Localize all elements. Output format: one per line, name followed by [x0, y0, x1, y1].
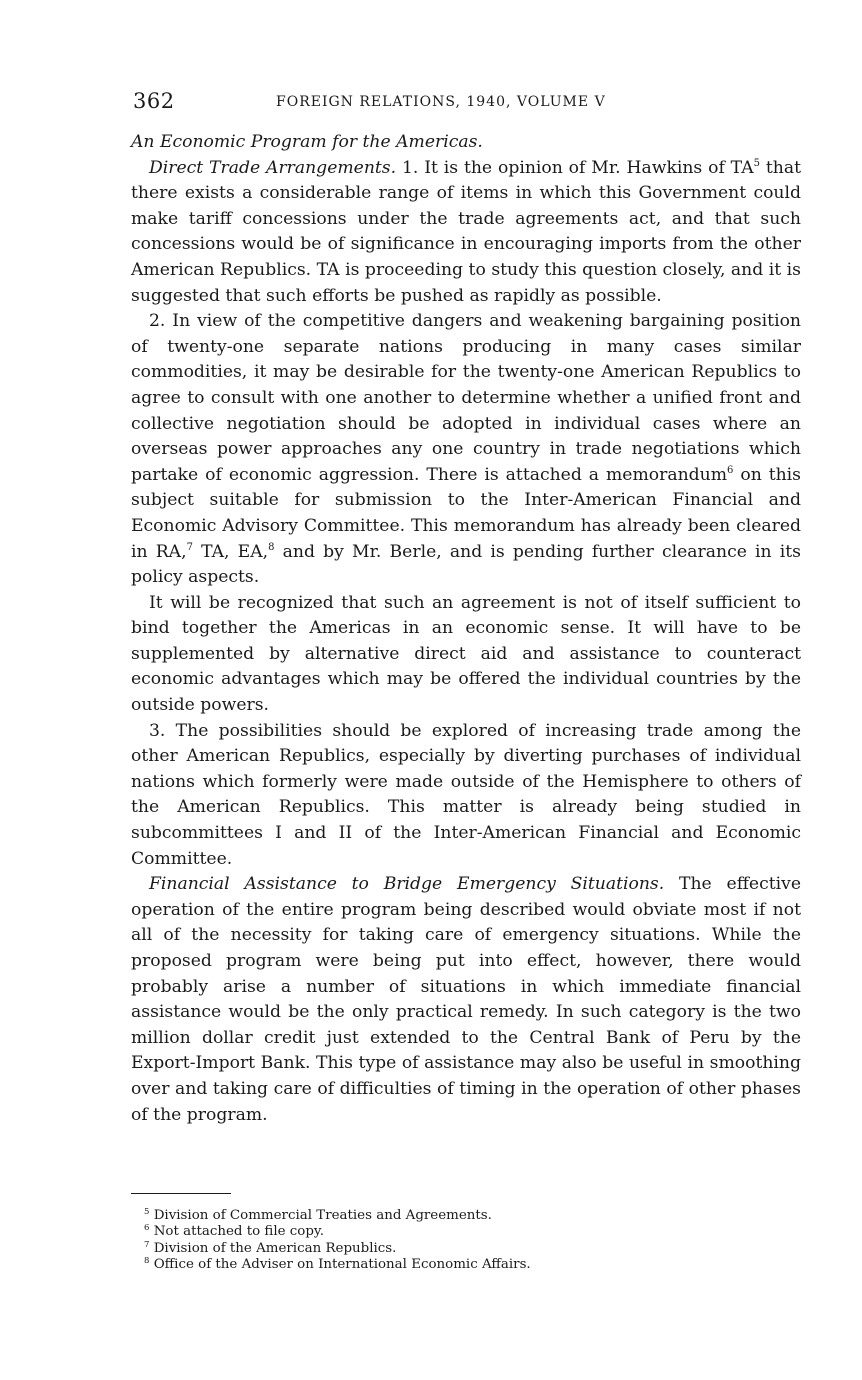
paragraph-text: 1. It is the opinion of Mr. Hawkins of TA [396, 157, 754, 178]
paragraph-text: that there exists a considerable range of items in which this Government could make tariff concessions under the trade agreements act, and that such concessions would be of significance in encouraging imports from the other American Republics. TA is proceeding to study this question closely, and it is suggested that such efforts be pushed as rapidly as possible. [131, 157, 801, 306]
footnotes [144, 1208, 804, 1273]
footnote-ref-7: 7 [186, 541, 193, 553]
footnote-mark: 6 [144, 1223, 150, 1234]
paragraph-text: 2. In view of the competitive dangers and weakening bargaining position of twenty-one separate nations producing in many cases similar commodities, it may be desirable for the twenty-one American Republics to agree to consult with one another to determine whether a unified front and collective negotiation should be adopted in individual cases where an overseas power approaches any one country in trade negotiations which partake of economic aggression. There is attached a memorandum [131, 311, 801, 485]
subheading-direct-trade: Direct Trade Arrangements. [149, 157, 397, 178]
footnote-text: Division of the American Republics. [153, 1240, 397, 1256]
subheading-financial-assistance: Financial Assistance to Bridge Emergency Situations. [149, 874, 665, 895]
footnote-mark: 7 [144, 1239, 150, 1250]
paragraph-item-3: 3. The possibilities should be explored of increasing trade among the other American Republics, especially by diverting purchases of individual nations which formerly were made outside of the Hemisphere to others of the American Republics. This matter is already being studied in subcommittees I and II of the Inter-American Financial and Economic Committee. [131, 720, 801, 869]
paragraph-text: TA, EA, [192, 541, 269, 562]
section-title: An Economic Program for the Americas. [131, 132, 483, 152]
footnote-text: Not attached to file copy. [153, 1224, 324, 1240]
footnote-text: Division of Commercial Treaties and Agreements. [153, 1208, 492, 1223]
footnote-divider [131, 1193, 231, 1194]
running-head: FOREIGN RELATIONS, 1940, VOLUME V [276, 94, 606, 110]
paragraph-text: and by Mr. Berle, and is pending further clearance in its policy aspects. [131, 541, 801, 588]
footnote-ref-8: 8 [268, 541, 275, 553]
footnote-8 [144, 1257, 804, 1273]
footnote-7 [144, 1241, 804, 1257]
paragraph-direct-trade [131, 156, 801, 310]
page-number: 362 [133, 89, 175, 113]
paragraph-agreement: It will be recognized that such an agreement is not of itself sufficient to bind together the Americas in an economic sense. It will have to be supplemented by alternative direct aid and assistance to counteract economic advantages which may be offered the individual countries by the outside powers. [131, 592, 801, 716]
paragraph-text: on this subject suitable for submission to the Inter-American Financial and Economic Advisory Committee. This memorandum has already been cleared in RA, [131, 464, 802, 562]
footnote-5 [144, 1208, 804, 1224]
footnote-text: Office of the Adviser on International Economic Affairs. [153, 1256, 531, 1272]
footnote-mark: 5 [144, 1207, 150, 1217]
footnote-ref-5: 5 [753, 157, 760, 169]
paragraph-item-2 [131, 309, 801, 591]
paragraph-text: The effective operation of the entire program being described would obviate most if not all of the necessity for taking care of emergency situations. While the proposed program were being put into effect, however, there would probably arise a number of situations in which immediate financial assistance would be the only practical remedy. In such category is the two million dollar credit just extended to the Central Bank of Peru by the Export-Import Bank. This type of assistance may also be useful in smoothing over and taking care of difficulties of timing in the operation of other phases of the program. [131, 874, 801, 1125]
footnote-6 [144, 1224, 804, 1240]
footnote-ref-6: 6 [727, 464, 734, 476]
body-text [131, 130, 801, 1128]
footnote-mark: 8 [144, 1255, 150, 1266]
paragraph-financial-assistance [131, 872, 801, 1128]
